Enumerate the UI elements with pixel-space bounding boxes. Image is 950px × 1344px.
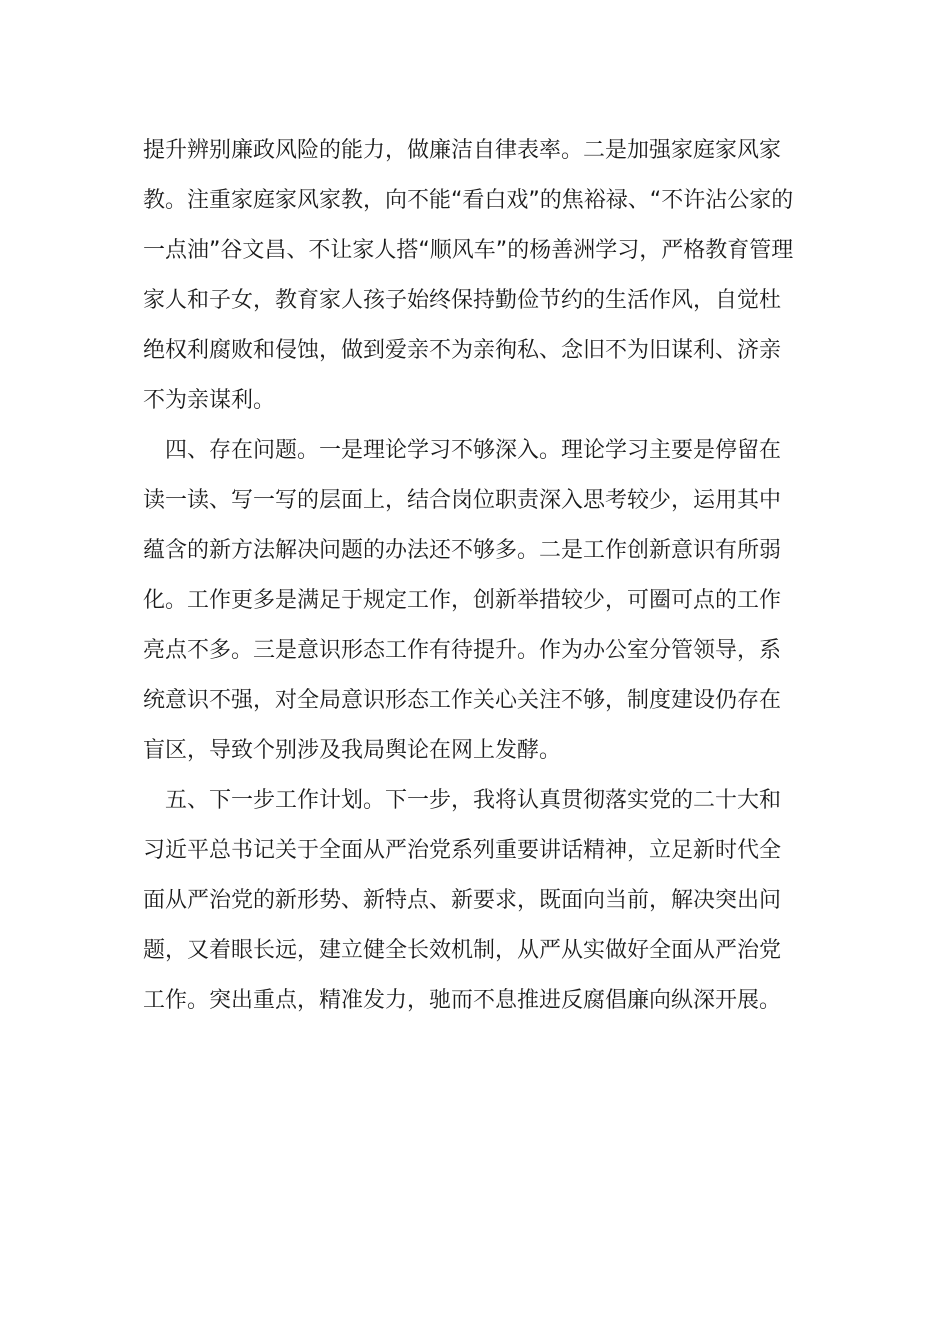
text-line: 化。工作更多是满足于规定工作，创新举措较少，可圈可点的工作 <box>143 588 782 613</box>
text-line: 一点油”谷文昌、不让家人搭“顺风车”的杨善洲学习，严格教育管理 <box>143 238 794 263</box>
text-line: 统意识不强，对全局意识形态工作关心关注不够，制度建设仍存在 <box>143 688 782 713</box>
text-line: 习近平总书记关于全面从严治党系列重要讲话精神，立足新时代全 <box>143 838 782 863</box>
text-line: 工作。突出重点，精准发力，驰而不息推进反腐倡廉向纵深开展。 <box>143 988 782 1013</box>
text-line: 面从严治党的新形势、新特点、新要求，既面向当前，解决突出问 <box>143 888 782 913</box>
text-line: 读一读、写一写的层面上，结合岗位职责深入思考较少，运用其中 <box>143 488 782 513</box>
body-text <box>143 126 813 1026</box>
text-line: 题，又着眼长远，建立健全长效机制，从严从实做好全面从严治党 <box>143 938 782 963</box>
text-line: 五、下一步工作计划。下一步，我将认真贯彻落实党的二十大和 <box>143 788 782 813</box>
text-line: 提升辨别廉政风险的能力，做廉洁自律表率。二是加强家庭家风家 <box>143 138 782 163</box>
text-line: 蕴含的新方法解决问题的办法还不够多。二是工作创新意识有所弱 <box>143 538 782 563</box>
paragraph-next-steps <box>143 776 813 1026</box>
text-line: 教。注重家庭家风家教，向不能“看白戏”的焦裕禄、“不许沾公家的 <box>143 188 794 213</box>
text-line: 四、存在问题。一是理论学习不够深入。理论学习主要是停留在 <box>143 438 782 463</box>
text-line: 不为亲谋利。 <box>143 388 276 413</box>
paragraph-family-education <box>143 126 813 426</box>
text-line: 家人和子女，教育家人孩子始终保持勤俭节约的生活作风，自觉杜 <box>143 288 782 313</box>
text-line: 盲区，导致个别涉及我局舆论在网上发酵。 <box>143 738 562 763</box>
text-line: 绝权利腐败和侵蚀，做到爱亲不为亲徇私、念旧不为旧谋利、济亲 <box>143 338 782 363</box>
paragraph-existing-problems <box>143 426 813 776</box>
text-line: 亮点不多。三是意识形态工作有待提升。作为办公室分管领导，系 <box>143 638 782 663</box>
